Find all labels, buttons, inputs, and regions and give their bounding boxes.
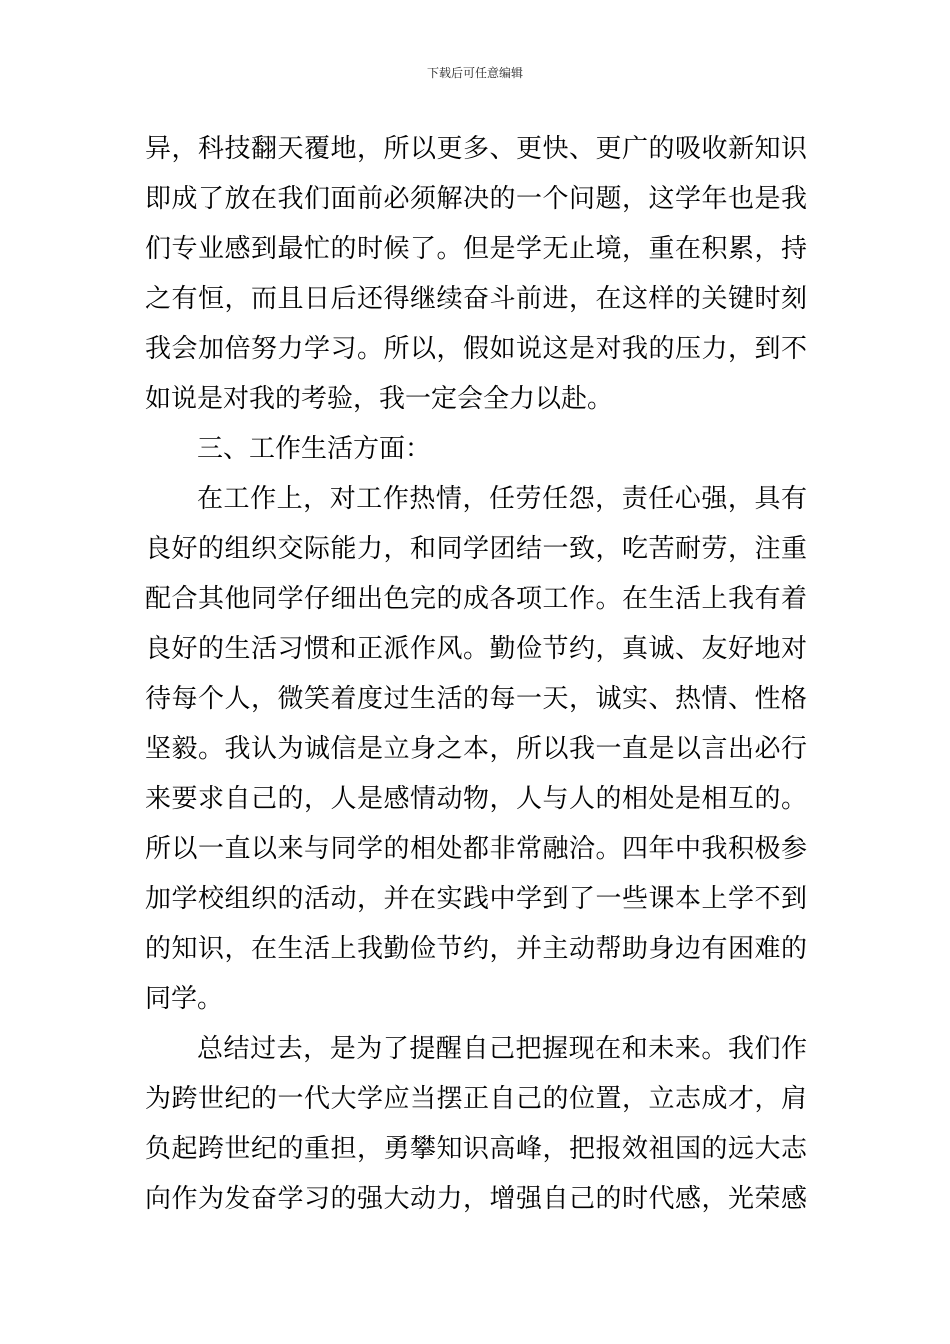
text-line: 所以一直以来与同学的相处都非常融洽。四年中我积极参 [145,834,807,864]
text-line: 总结过去，是为了提醒自己把握现在和未来。我们作 [197,1034,807,1064]
text-line: 良好的组织交际能力，和同学团结一致，吃苦耐劳，注重 [145,534,807,564]
text-line: 之有恒，而且日后还得继续奋斗前进，在这样的关键时刻 [145,284,807,314]
text-line: 同学。 [145,984,224,1014]
text-line: 为跨世纪的一代大学应当摆正自己的位置，立志成才，肩 [145,1084,807,1114]
document-body [145,124,807,1224]
page-header: 下载后可任意编辑 [426,66,523,80]
text-line: 我会加倍努力学习。所以，假如说这是对我的压力，到不 [145,334,807,364]
section-heading: 三、工作生活方面： [197,434,432,464]
text-line: 向作为发奋学习的强大动力，增强自己的时代感，光荣感 [145,1184,807,1214]
text-line: 们专业感到最忙的时候了。但是学无止境，重在积累，持 [145,234,807,264]
text-line: 配合其他同学仔细出色完的成各项工作。在生活上我有着 [145,584,807,614]
text-line: 的知识，在生活上我勤俭节约，并主动帮助身边有困难的 [145,934,807,964]
text-line: 坚毅。我认为诚信是立身之本，所以我一直是以言出必行 [145,734,807,764]
text-line: 负起跨世纪的重担，勇攀知识高峰，把报效祖国的远大志 [145,1134,807,1164]
text-line: 即成了放在我们面前必须解决的一个问题，这学年也是我 [145,184,807,214]
text-line: 在工作上，对工作热情，任劳任怨，责任心强，具有 [197,484,807,514]
text-line: 良好的生活习惯和正派作风。勤俭节约，真诚、友好地对 [145,634,807,664]
text-line: 如说是对我的考验，我一定会全力以赴。 [145,384,614,414]
text-line: 来要求自己的，人是感情动物，人与人的相处是相互的。 [145,784,807,814]
text-line: 待每个人，微笑着度过生活的每一天，诚实、热情、性格 [145,684,807,714]
text-line: 异，科技翻天覆地，所以更多、更快、更广的吸收新知识 [145,134,807,164]
text-line: 加学校组织的活动，并在实践中学到了一些课本上学不到 [145,884,807,914]
